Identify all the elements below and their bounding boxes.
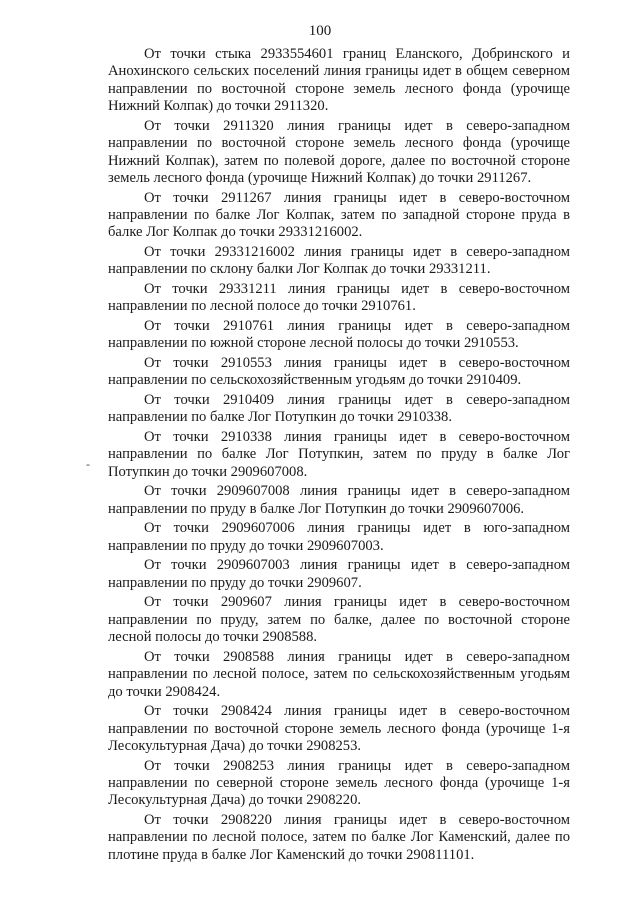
paragraph: От точки 2908424 линия границы идет в северо-восточном направлении по восточной стороне земель лесного фонда (урочище 1-я Лесокультурная Дача) до точки 2908253. — [108, 703, 570, 755]
paragraph: От точки 2909607006 линия границы идет в юго-западном направлении по пруду до точки 2909607003. — [108, 520, 570, 554]
paragraph: От точки 2909607 линия границы идет в северо-восточном направлении по пруду, затем по балке, далее по восточной стороне лесной полосы до точки 2908588. — [108, 594, 570, 646]
paragraph: От точки 2910409 линия границы идет в северо-западном направлении по балке Лог Потупкин до точки 2910338. — [108, 392, 570, 426]
paragraph: От точки 2911267 линия границы идет в северо-восточном направлении по балке Лог Колпак, затем по западной стороне пруда в балке Лог Колпак до точки 29331216002. — [108, 189, 570, 241]
page-number: 100 — [308, 23, 332, 39]
paragraph: От точки 2909607008 линия границы идет в северо-западном направлении по пруду в балке Лог Потупкин до точки 2909607006. — [108, 483, 570, 517]
paragraph: От точки 2910553 линия границы идет в северо-восточном направлении по сельскохозяйственным угодьям до точки 2910409. — [108, 355, 570, 389]
paragraph: От точки стыка 2933554601 границ Еланского, Добринского и Анохинского сельских поселений линия границы идет в общем северном направлении по восточной стороне земель лесного фонда (урочище Нижний Колпак) до точки 2911320. — [108, 46, 570, 115]
paragraph: От точки 2911320 линия границы идет в северо-западном направлении по восточной стороне земель лесного фонда (урочище Нижний Колпак), затем по полевой дороге, далее по восточной стороне земель лесного фонда (урочище Нижний Колпак) до точки 2911267. — [108, 117, 570, 187]
paragraph: От точки 2908253 линия границы идет в северо-западном направлении по северной стороне земель лесного фонда (урочище 1-я Лесокультурная Дача) до точки 2908220. — [108, 757, 570, 809]
paragraph: От точки 29331211 линия границы идет в северо-восточном направлении по лесной полосе до точки 2910761. — [108, 281, 570, 315]
margin-mark: - — [86, 457, 90, 471]
paragraph: От точки 2910338 линия границы идет в северо-восточном направлении по балке Лог Потупкин, затем по пруду в балке Лог Потупкин до точки 2909607008. — [108, 429, 570, 480]
paragraph: От точки 2909607003 линия границы идет в северо-западном направлении по пруду до точки 2909607. — [108, 557, 570, 591]
paragraph: От точки 2908588 линия границы идет в северо-западном направлении по лесной полосе, затем по сельскохозяйственным угодьям до точки 2908424. — [108, 648, 570, 700]
paragraph: От точки 29331216002 линия границы идет в северо-западном направлении по склону балки Лог Колпак до точки 29331211. — [108, 244, 570, 278]
boundary-description — [108, 46, 570, 866]
paragraph: От точки 2910761 линия границы идет в северо-западном направлении по южной стороне лесной полосы до точки 2910553. — [108, 318, 570, 352]
paragraph: От точки 2908220 линия границы идет в северо-восточном направлении по лесной полосе, затем по балке Лог Каменский, далее по плотине пруда в балке Лог Каменский до точки 290811101. — [108, 812, 570, 863]
